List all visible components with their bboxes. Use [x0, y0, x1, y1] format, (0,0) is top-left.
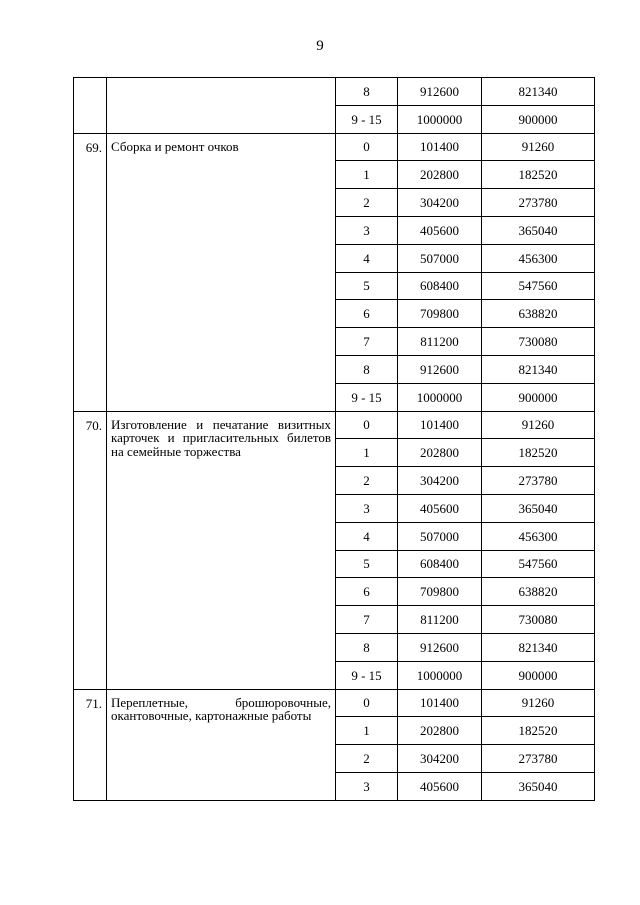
- activity-name: Изготовление и печатание визитных карточек и пригласительных билетов на семейные торжества: [111, 416, 331, 459]
- employee-count: 4: [336, 244, 398, 272]
- value-two: 638820: [482, 578, 595, 606]
- employee-count: 8: [336, 355, 398, 383]
- value-two: 182520: [482, 439, 595, 467]
- value-one: 101400: [398, 133, 482, 161]
- value-two: 273780: [482, 745, 595, 773]
- value-one: 1000000: [398, 661, 482, 689]
- value-one: 304200: [398, 745, 482, 773]
- value-two: 273780: [482, 189, 595, 217]
- employee-count: 0: [336, 689, 398, 717]
- value-two: 456300: [482, 244, 595, 272]
- value-two: 900000: [482, 105, 595, 133]
- employee-count: 9 - 15: [336, 105, 398, 133]
- activity-name-cell: [107, 78, 336, 134]
- table-body: [74, 78, 595, 801]
- value-two: 182520: [482, 717, 595, 745]
- value-two: 638820: [482, 300, 595, 328]
- value-one: 912600: [398, 633, 482, 661]
- value-two: 91260: [482, 411, 595, 439]
- value-one: 912600: [398, 78, 482, 106]
- value-one: 912600: [398, 355, 482, 383]
- value-two: 547560: [482, 272, 595, 300]
- value-one: 1000000: [398, 105, 482, 133]
- value-one: 507000: [398, 244, 482, 272]
- page-number: 9: [316, 38, 324, 54]
- value-one: 202800: [398, 439, 482, 467]
- employee-count: 2: [336, 189, 398, 217]
- value-one: 304200: [398, 467, 482, 495]
- employee-count: 1: [336, 439, 398, 467]
- employee-count: 2: [336, 745, 398, 773]
- table-row: [74, 133, 595, 161]
- value-one: 202800: [398, 161, 482, 189]
- value-two: 821340: [482, 355, 595, 383]
- value-two: 900000: [482, 383, 595, 411]
- value-two: 91260: [482, 133, 595, 161]
- table-row: [74, 78, 595, 106]
- value-two: 365040: [482, 216, 595, 244]
- value-two: 821340: [482, 633, 595, 661]
- value-two: 182520: [482, 161, 595, 189]
- value-two: 730080: [482, 328, 595, 356]
- value-two: 273780: [482, 467, 595, 495]
- value-two: 365040: [482, 494, 595, 522]
- value-one: 608400: [398, 550, 482, 578]
- employee-count: 2: [336, 467, 398, 495]
- item-number: 71.: [74, 689, 107, 800]
- value-one: 507000: [398, 522, 482, 550]
- activity-name: Переплетные, брошюровочные, окантовочные, картонажные работы: [111, 694, 331, 724]
- employee-count: 9 - 15: [336, 383, 398, 411]
- value-one: 1000000: [398, 383, 482, 411]
- value-one: 811200: [398, 328, 482, 356]
- value-one: 101400: [398, 411, 482, 439]
- value-two: 91260: [482, 689, 595, 717]
- employee-count: 1: [336, 717, 398, 745]
- value-one: 709800: [398, 300, 482, 328]
- activity-name: Сборка и ремонт очков: [111, 138, 239, 154]
- activity-name-cell: [107, 689, 336, 800]
- employee-count: 0: [336, 133, 398, 161]
- item-number: 70.: [74, 411, 107, 689]
- table-row: [74, 411, 595, 439]
- employee-count: 5: [336, 272, 398, 300]
- employee-count: 3: [336, 216, 398, 244]
- employee-count: 0: [336, 411, 398, 439]
- employee-count: 6: [336, 300, 398, 328]
- employee-count: 5: [336, 550, 398, 578]
- value-one: 811200: [398, 606, 482, 634]
- value-two: 365040: [482, 772, 595, 800]
- employee-count: 7: [336, 328, 398, 356]
- table-row: [74, 689, 595, 717]
- data-table: [73, 77, 595, 801]
- activity-name-cell: [107, 411, 336, 689]
- employee-count: 4: [336, 522, 398, 550]
- value-two: 821340: [482, 78, 595, 106]
- value-two: 900000: [482, 661, 595, 689]
- item-number: [74, 78, 107, 134]
- activity-name-cell: [107, 133, 336, 411]
- employee-count: 3: [336, 494, 398, 522]
- employee-count: 9 - 15: [336, 661, 398, 689]
- employee-count: 6: [336, 578, 398, 606]
- value-one: 202800: [398, 717, 482, 745]
- value-two: 456300: [482, 522, 595, 550]
- employee-count: 7: [336, 606, 398, 634]
- value-one: 608400: [398, 272, 482, 300]
- employee-count: 3: [336, 772, 398, 800]
- employee-count: 1: [336, 161, 398, 189]
- item-number: 69.: [74, 133, 107, 411]
- value-two: 730080: [482, 606, 595, 634]
- value-one: 405600: [398, 772, 482, 800]
- value-one: 304200: [398, 189, 482, 217]
- value-one: 405600: [398, 494, 482, 522]
- value-two: 547560: [482, 550, 595, 578]
- value-one: 405600: [398, 216, 482, 244]
- employee-count: 8: [336, 78, 398, 106]
- value-one: 101400: [398, 689, 482, 717]
- value-one: 709800: [398, 578, 482, 606]
- employee-count: 8: [336, 633, 398, 661]
